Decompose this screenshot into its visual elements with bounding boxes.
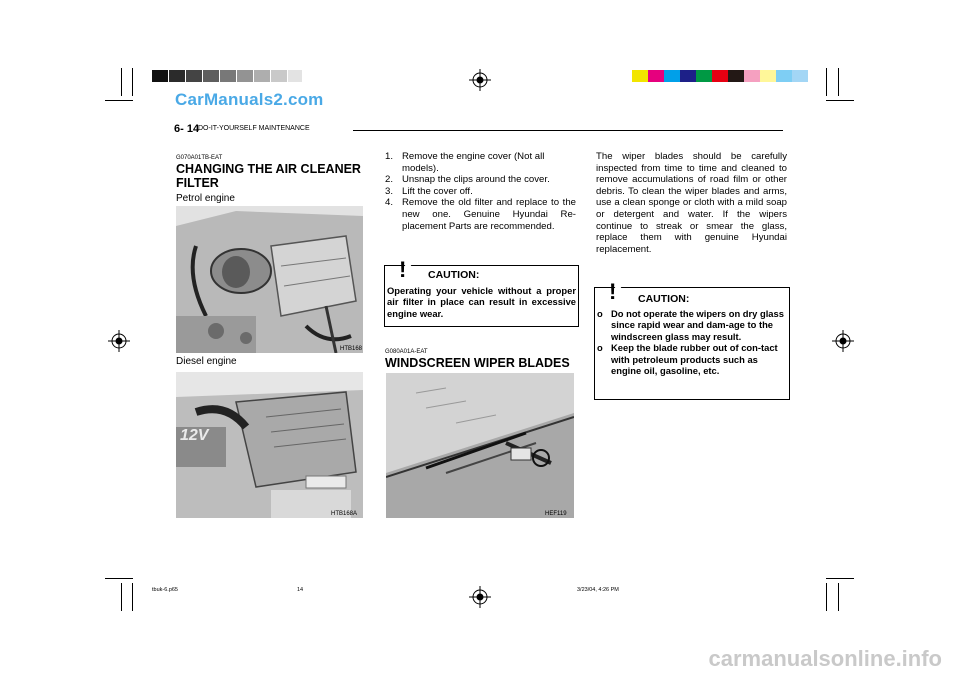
- diesel-engine-photo: [176, 372, 363, 518]
- wiper-illustration: [386, 373, 574, 518]
- heading-line: FILTER: [176, 176, 219, 190]
- caution-box: [384, 257, 579, 327]
- gray-swatch: [152, 70, 168, 82]
- brand-watermark: carmanualsonline.info: [708, 646, 942, 671]
- color-swatch: [712, 70, 728, 82]
- crop-mark: [826, 100, 854, 101]
- wiper-paragraph: The wiper blades should be carefully inspected from time to time and cleaned to remove accumulations of road film or other debris. To clean the wiper blades and arms, use a clean sponge or cloth with a mild soap or detergent and water. If the wipers continue to streak or smear the glass, replace them with genuine Hyundai replacement.: [596, 151, 787, 255]
- caution-box: [594, 279, 790, 400]
- gray-swatch: [169, 70, 185, 82]
- registration-target-icon: [108, 330, 130, 352]
- color-swatch: [744, 70, 760, 82]
- photo-caption: HEF119: [545, 511, 567, 517]
- engine-illustration: [176, 206, 363, 353]
- section-heading: [176, 162, 361, 190]
- crop-mark: [121, 68, 122, 96]
- crop-mark: [826, 578, 854, 579]
- crop-mark: [132, 68, 133, 96]
- gray-swatch: [203, 70, 219, 82]
- grayscale-bar: [152, 70, 302, 82]
- list-item: [385, 174, 576, 186]
- color-swatch: [728, 70, 744, 82]
- caution-text: Operating your vehicle without a proper air filter in place can result in excessive engine wear.: [387, 285, 576, 319]
- crop-mark: [826, 68, 827, 96]
- gray-swatch: [288, 70, 302, 82]
- step-number: 2.: [385, 174, 394, 186]
- step-text: Lift the cover off.: [402, 185, 473, 197]
- gray-swatch: [237, 70, 253, 82]
- color-swatch: [648, 70, 664, 82]
- crop-mark: [838, 583, 839, 611]
- caution-bullets: [597, 308, 787, 376]
- footer-filename: tbuk-6.p65: [152, 587, 178, 593]
- step-text: Remove the engine cover (Not all models).: [402, 151, 545, 174]
- section-code: G080A01A-EAT: [385, 349, 428, 355]
- footer-page: 14: [297, 587, 304, 593]
- color-swatch: [696, 70, 712, 82]
- heading-line: CHANGING THE AIR CLEANER: [176, 162, 361, 176]
- crop-mark: [826, 583, 827, 611]
- steps-list: [385, 151, 576, 232]
- list-item: [385, 186, 576, 198]
- step-text: Remove the old filter and replace to the new one. Genuine Hyundai Re-placement Parts are recommended.: [402, 197, 576, 232]
- petrol-engine-photo: [176, 206, 363, 353]
- bullet-text: Keep the blade rubber out of con-tact with petroleum products such as engine oil, gasoline, etc.: [611, 342, 778, 377]
- registration-target-icon: [832, 330, 854, 352]
- step-number: 4.: [385, 197, 394, 209]
- watermark-link[interactable]: CarManuals2.com: [175, 90, 324, 109]
- color-swatch: [776, 70, 792, 82]
- color-swatch: [664, 70, 680, 82]
- list-item: [597, 342, 787, 376]
- color-swatch: [680, 70, 696, 82]
- petrol-engine-label: Petrol engine: [176, 193, 235, 204]
- page-number: 6- 14: [174, 123, 200, 135]
- crop-mark: [838, 68, 839, 96]
- step-number: 1.: [385, 151, 394, 162]
- caution-list: [597, 308, 787, 376]
- color-swatch: [792, 70, 808, 82]
- photo-caption: HTB168A: [331, 511, 358, 517]
- crop-mark: [132, 583, 133, 611]
- list-item: [597, 308, 787, 342]
- crop-mark: [121, 583, 122, 611]
- bullet-text: Do not operate the wipers on dry glass since rapid wear and dam-age to the windscreen glass may result.: [611, 308, 784, 342]
- steps-list-container: [385, 151, 576, 232]
- gray-swatch: [254, 70, 270, 82]
- color-bar: [632, 70, 812, 82]
- bullet-mark: o: [597, 308, 603, 319]
- caution-title: CAUTION:: [638, 293, 690, 305]
- color-swatch: [760, 70, 776, 82]
- crop-mark: [105, 100, 133, 101]
- engine-illustration: [176, 372, 363, 518]
- color-swatch: [632, 70, 648, 82]
- registration-target-icon: [469, 69, 491, 91]
- warning-exclamation-icon: !: [399, 257, 407, 282]
- header-rule: [353, 130, 783, 131]
- warning-exclamation-icon: !: [609, 279, 617, 304]
- section-heading: WINDSCREEN WIPER BLADES: [385, 356, 570, 370]
- step-text: Unsnap the clips around the cover.: [402, 174, 550, 186]
- photo-text-12v: 12V: [180, 427, 209, 444]
- caution-title: CAUTION:: [428, 269, 480, 281]
- diesel-engine-label: Diesel engine: [176, 356, 237, 367]
- section-title: DO-IT-YOURSELF MAINTENANCE: [198, 125, 310, 132]
- step-number: 3.: [385, 185, 394, 197]
- footer-timestamp: 3/23/04, 4:26 PM: [577, 587, 619, 593]
- photo-caption: HTB168: [340, 346, 363, 352]
- bullet-mark: o: [597, 342, 603, 354]
- crop-mark: [105, 578, 133, 579]
- gray-swatch: [186, 70, 202, 82]
- list-item: [385, 197, 576, 232]
- section-code: G070A01TB-EAT: [176, 155, 223, 161]
- gray-swatch: [271, 70, 287, 82]
- wiper-photo: [386, 373, 574, 518]
- gray-swatch: [220, 70, 236, 82]
- registration-target-icon: [469, 586, 491, 608]
- list-item: [385, 151, 576, 174]
